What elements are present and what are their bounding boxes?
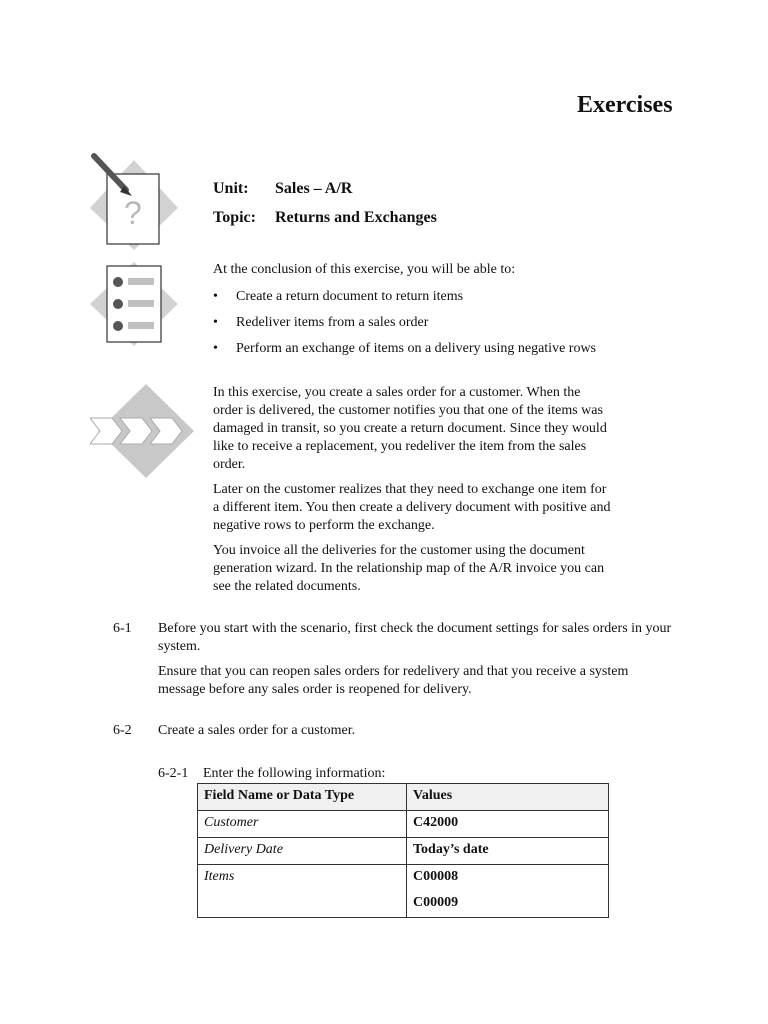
item-value: C00009: [413, 895, 459, 910]
topic-label: Topic:: [213, 209, 256, 226]
field-cell: Delivery Date: [198, 838, 407, 865]
topic-line: [213, 209, 437, 227]
table-row: [198, 838, 609, 865]
unit-value: Sales – A/R: [275, 180, 353, 197]
scenario-arrows-icon: [90, 384, 200, 478]
svg-text:?: ?: [124, 195, 142, 231]
topic-value: Returns and Exchanges: [275, 209, 437, 226]
table-row: [198, 865, 609, 918]
table-header-row: [198, 784, 609, 811]
value-cell: [407, 865, 609, 918]
step-text: Ensure that you can reopen sales orders for redelivery and that you receive a system message before any sales order is reopened for delivery.: [158, 664, 629, 697]
scenario-paragraph: Later on the customer realizes that they need to exchange one item for a different item. You then create a delivery document with positive and negative rows to perform the exchange.: [213, 482, 611, 533]
objective-item: • Redeliver items from a sales order: [213, 314, 613, 331]
substep-number: 6-2-1: [158, 766, 189, 781]
step-text: Before you start with the scenario, first check the document settings for sales orders in your system.: [158, 621, 672, 654]
substep-text: Enter the following information:: [203, 766, 386, 781]
table-header: Values: [407, 784, 609, 811]
step-text: Create a sales order for a customer.: [158, 723, 356, 738]
table-header: Field Name or Data Type: [198, 784, 407, 811]
objective-item: • Perform an exchange of items on a delivery using negative rows: [213, 340, 613, 357]
objectives-intro: At the conclusion of this exercise, you will be able to:: [213, 262, 516, 277]
objective-item: • Create a return document to return items: [213, 288, 613, 305]
field-cell: Items: [198, 865, 407, 918]
step-number: 6-1: [113, 621, 132, 636]
field-cell: Customer: [198, 811, 407, 838]
item-value: C00008: [413, 869, 459, 884]
scenario-paragraph: In this exercise, you create a sales order for a customer. When the order is delivered, the customer notifies you that one of the items was damaged in transit, so you create a return document. Since they would like to receive a replacement, you redeliver the item from the sales order.: [213, 385, 607, 472]
unit-label: Unit:: [213, 180, 249, 197]
objectives-list-icon: [88, 262, 180, 346]
value-cell: C42000: [407, 811, 609, 838]
info-table: [197, 783, 609, 918]
unit-line: [213, 180, 352, 198]
objectives-list: [213, 288, 613, 366]
scenario-paragraph: You invoice all the deliveries for the customer using the document generation wizard. In the relationship map of the A/R invoice you can see the related documents.: [213, 543, 605, 594]
exercise-question-icon: [88, 152, 180, 252]
page-title: Exercises: [577, 92, 673, 118]
substep: [158, 765, 385, 783]
table-row: [198, 811, 609, 838]
step-number: 6-2: [113, 723, 132, 738]
value-cell: Today’s date: [407, 838, 609, 865]
